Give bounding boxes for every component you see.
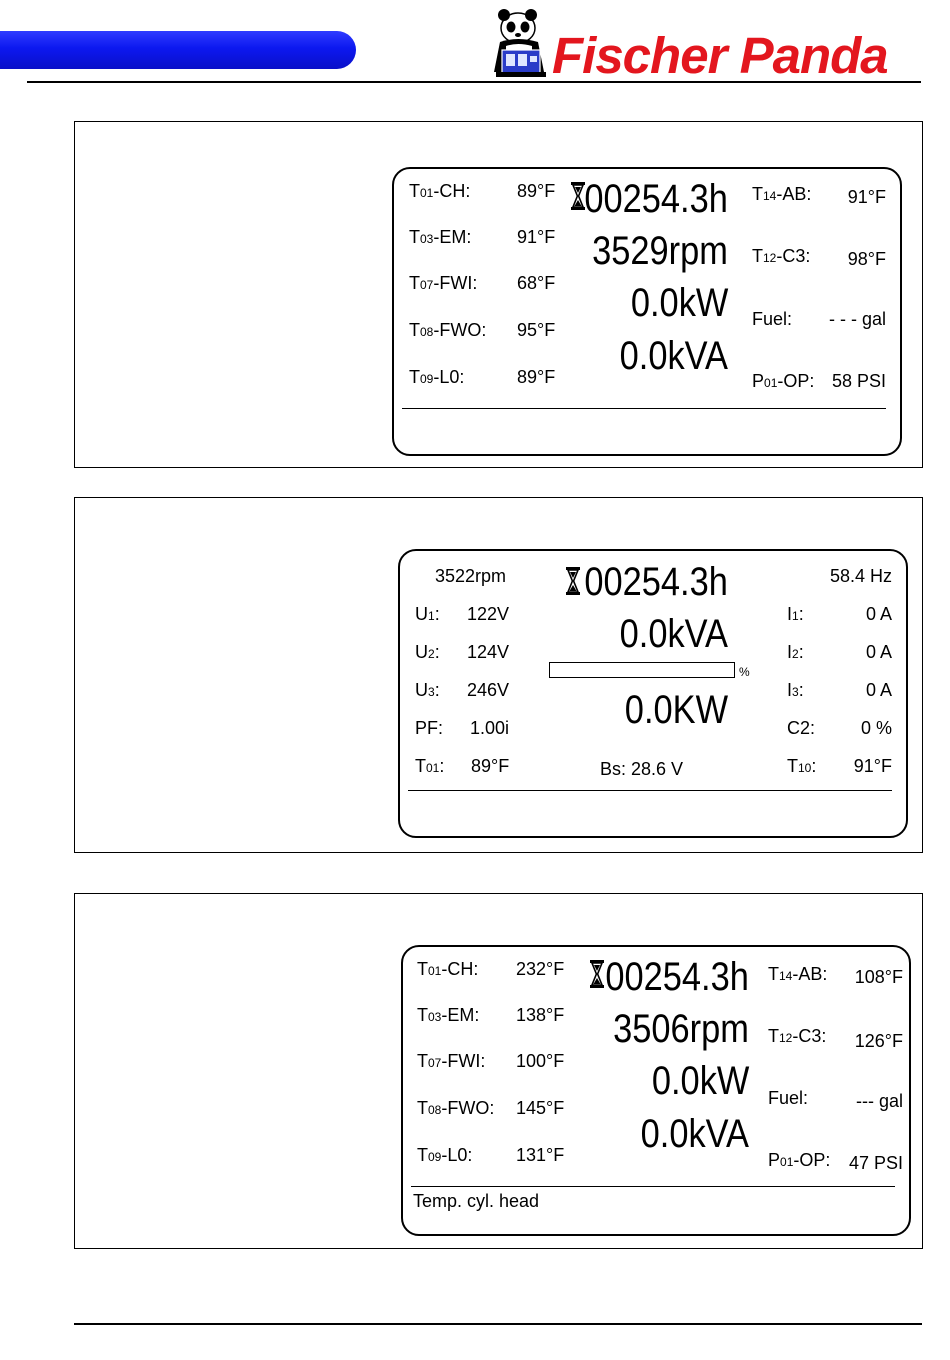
generator-right-label: T10: xyxy=(787,756,817,776)
apparent-power: 0.0kVA xyxy=(619,612,728,656)
header-accent-bar xyxy=(0,31,356,69)
label-subscript: 10 xyxy=(798,761,812,775)
label-subscript: 08 xyxy=(420,325,434,339)
operating-hours: 00254.3h xyxy=(605,955,749,999)
label-subscript: 3 xyxy=(428,685,435,699)
label-subscript: 1 xyxy=(792,609,799,623)
generator-left-value: 124V xyxy=(467,642,510,662)
engine-right-label: P01-OP: xyxy=(752,371,815,391)
engine-right-value: 126°F xyxy=(854,1031,903,1051)
apparent-power: 0.0kVA xyxy=(640,1112,749,1156)
engine-temp-label: T08-FWO: xyxy=(409,320,487,340)
engine-right-label: Fuel: xyxy=(752,309,793,329)
brand-name: Fischer Panda xyxy=(552,27,888,84)
display-divider xyxy=(411,1186,895,1187)
engine-temp-value: 91°F xyxy=(517,227,556,247)
label-subscript: 08 xyxy=(428,1103,442,1117)
label-subscript: 1 xyxy=(428,609,435,623)
label-subscript: 09 xyxy=(420,372,434,386)
label-subscript: 01 xyxy=(764,376,778,390)
label-subscript: 14 xyxy=(763,189,777,203)
engine-temp-label: T09-L0: xyxy=(417,1145,473,1165)
engine-temp-label: T01-CH: xyxy=(417,959,479,979)
generator-left-value: 246V xyxy=(467,680,510,700)
engine-temp-label: T03-EM: xyxy=(409,227,472,247)
generator-right-value: 0 A xyxy=(865,604,892,624)
engine-temp-label: T09-L0: xyxy=(409,367,465,387)
label-subscript: 01 xyxy=(428,964,442,978)
generator-right-label: I2: xyxy=(787,642,804,662)
generator-left-label: U2: xyxy=(415,642,440,662)
label-subscript: 07 xyxy=(420,278,434,292)
engine-right-value: 58 PSI xyxy=(831,371,886,391)
generator-right-label: C2: xyxy=(787,718,816,738)
label-subscript: 09 xyxy=(428,1150,442,1164)
engine-temp-label: T03-EM: xyxy=(417,1005,480,1025)
operating-hours: 00254.3h xyxy=(584,560,728,604)
active-power: 0.0kW xyxy=(630,281,728,325)
engine-right-label: T12-C3: xyxy=(768,1026,827,1046)
label-subscript: 01 xyxy=(426,761,440,775)
display-divider xyxy=(402,408,886,409)
load-percent-sign: % xyxy=(739,665,750,679)
engine-right-value: 91°F xyxy=(847,187,886,207)
load-bar xyxy=(549,662,735,678)
generator-left-value: 89°F xyxy=(471,756,510,776)
engine-temp-value: 89°F xyxy=(517,181,556,201)
engine-temp-label: T01-CH: xyxy=(409,181,471,201)
label-subscript: 01 xyxy=(780,1155,794,1169)
active-power: 0.0KW xyxy=(624,688,728,732)
generator-left-label: PF: xyxy=(415,718,444,738)
label-subscript: 03 xyxy=(428,1010,442,1024)
display-screen-2 xyxy=(398,549,908,838)
header-rule xyxy=(27,81,921,83)
engine-right-value: 47 PSI xyxy=(848,1153,903,1173)
label-subscript: 3 xyxy=(792,685,799,699)
engine-temp-value: 138°F xyxy=(516,1005,565,1025)
engine-speed: 3529rpm xyxy=(592,229,728,273)
label-subscript: 07 xyxy=(428,1056,442,1070)
display-screen-1 xyxy=(392,167,902,456)
engine-temp-value: 68°F xyxy=(517,273,556,293)
operating-hours: 00254.3h xyxy=(584,177,728,221)
engine-temp-value: 89°F xyxy=(517,367,556,387)
engine-right-value: --- gal xyxy=(855,1091,903,1111)
hourglass-icon xyxy=(589,959,605,989)
engine-right-label: T14-AB: xyxy=(768,964,828,984)
generator-speed: 3522rpm xyxy=(435,566,507,586)
engine-right-label: T14-AB: xyxy=(752,184,812,204)
apparent-power: 0.0kVA xyxy=(619,334,728,378)
footer-rule xyxy=(74,1323,922,1325)
engine-right-value: 108°F xyxy=(854,967,903,987)
active-power: 0.0kW xyxy=(651,1059,749,1103)
generator-right-label: I3: xyxy=(787,680,804,700)
engine-temp-label: T07-FWI: xyxy=(409,273,478,293)
generator-left-value: 122V xyxy=(467,604,510,624)
display-divider xyxy=(408,790,892,791)
engine-right-label: Fuel: xyxy=(768,1088,809,1108)
engine-right-label: T12-C3: xyxy=(752,246,811,266)
engine-temp-label: T08-FWO: xyxy=(417,1098,495,1118)
label-subscript: 03 xyxy=(420,232,434,246)
display-screen-3 xyxy=(401,945,911,1236)
generator-left-label: T01: xyxy=(415,756,445,776)
generator-right-value: 0 A xyxy=(865,642,892,662)
generator-right-label: I1: xyxy=(787,604,804,624)
label-subscript: 01 xyxy=(420,186,434,200)
frequency-value: 58.4 Hz xyxy=(829,566,892,586)
label-subscript: 12 xyxy=(763,251,777,265)
engine-right-value: - - - gal xyxy=(828,309,886,329)
generator-right-value: 0 A xyxy=(865,680,892,700)
engine-temp-label: T07-FWI: xyxy=(417,1051,486,1071)
generator-left-label: U1: xyxy=(415,604,440,624)
panda-logo-icon xyxy=(488,6,554,78)
generator-left-value: 1.00i xyxy=(470,718,510,738)
engine-temp-value: 95°F xyxy=(517,320,556,340)
engine-temp-value: 100°F xyxy=(516,1051,565,1071)
engine-temp-value: 131°F xyxy=(516,1145,565,1165)
generator-right-value: 0 % xyxy=(860,718,892,738)
battery-voltage: Bs: 28.6 V xyxy=(600,759,684,779)
engine-temp-value: 145°F xyxy=(516,1098,565,1118)
generator-right-value: 91°F xyxy=(853,756,892,776)
label-subscript: 2 xyxy=(792,647,799,661)
generator-left-label: U3: xyxy=(415,680,440,700)
hourglass-icon xyxy=(565,566,581,596)
label-subscript: 12 xyxy=(779,1031,793,1045)
status-message: Temp. cyl. head xyxy=(413,1191,540,1211)
engine-speed: 3506rpm xyxy=(613,1007,749,1051)
label-subscript: 2 xyxy=(428,647,435,661)
engine-right-value: 98°F xyxy=(847,249,886,269)
engine-right-label: P01-OP: xyxy=(768,1150,831,1170)
engine-temp-value: 232°F xyxy=(516,959,565,979)
label-subscript: 14 xyxy=(779,969,793,983)
